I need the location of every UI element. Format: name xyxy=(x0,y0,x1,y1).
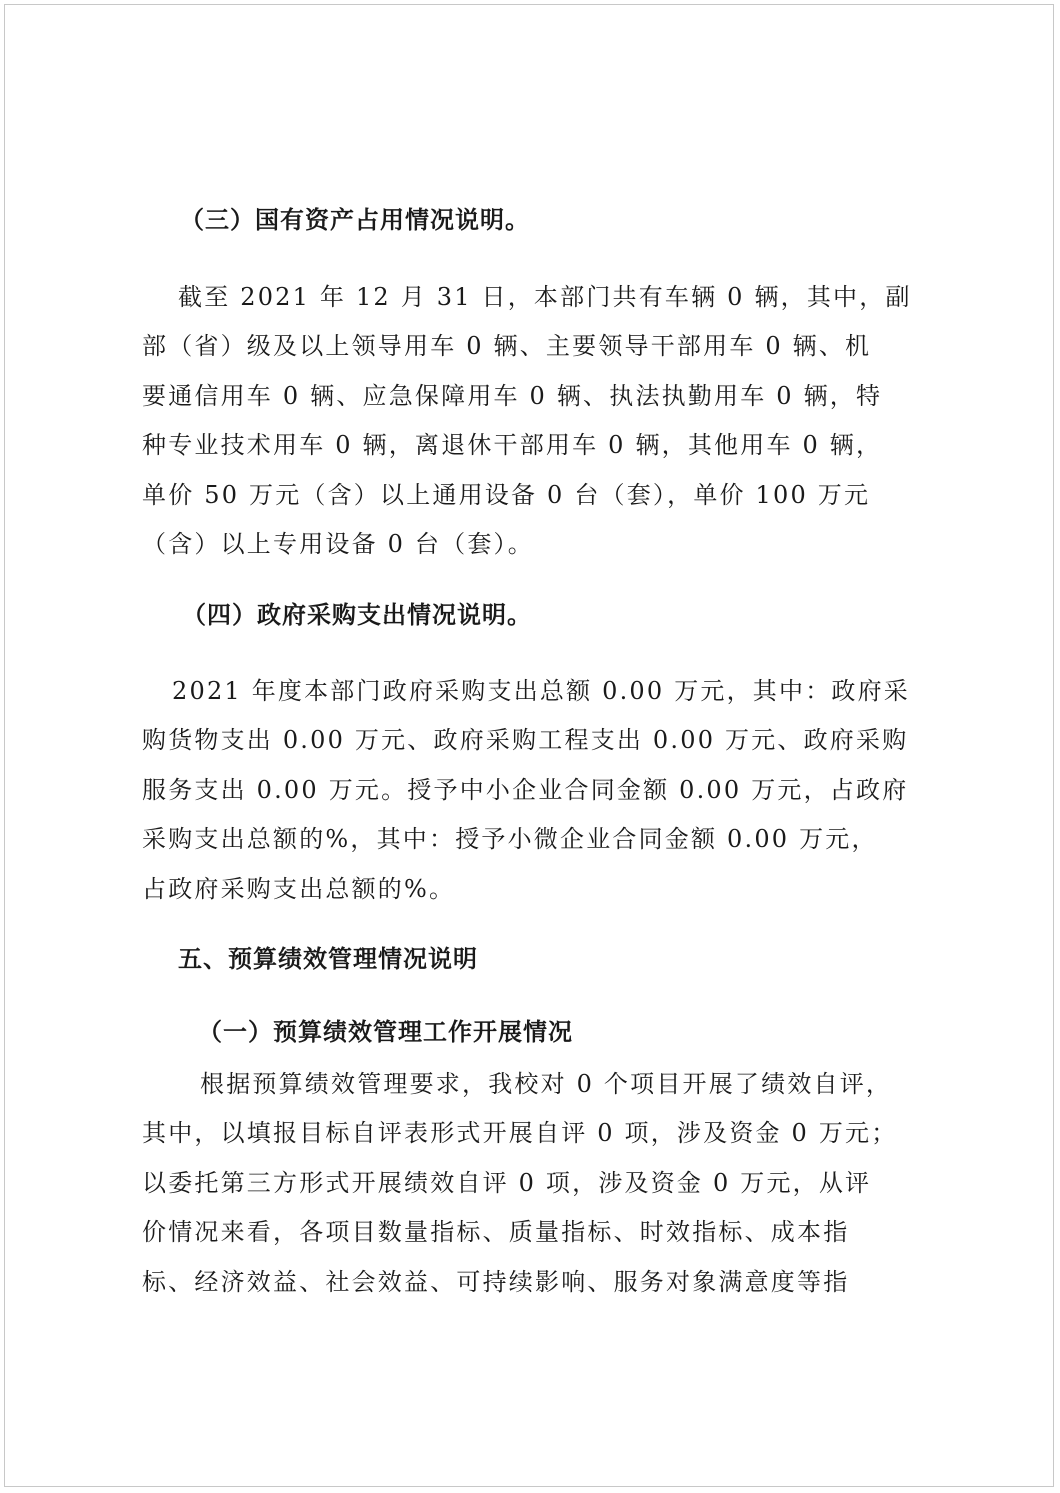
paragraph-line: 根据预算绩效管理要求，我校对 0 个项目开展了绩效自评， xyxy=(200,1070,893,1098)
section-4-paragraph xyxy=(142,667,932,914)
chapter-5-heading: 五、预算绩效管理情况说明 xyxy=(178,945,478,973)
paragraph-line: 占政府采购支出总额的%。 xyxy=(142,874,456,903)
paragraph-line: 截至 2021 年 12 月 31 日，本部门共有车辆 0 辆，其中，副 xyxy=(178,283,912,311)
paragraph-line: （含）以上专用设备 0 台（套）。 xyxy=(142,530,534,559)
paragraph-line: 价情况来看，各项目数量指标、质量指标、时效指标、成本指 xyxy=(142,1218,850,1247)
paragraph-line: 单价 50 万元（含）以上通用设备 0 台（套），单价 100 万元 xyxy=(142,480,871,509)
section-4-heading: （四）政府采购支出情况说明。 xyxy=(182,601,532,629)
section-3-heading: （三）国有资产占用情况说明。 xyxy=(180,206,530,234)
section-5-1-paragraph xyxy=(142,1060,932,1307)
section-5-1-heading: （一）预算绩效管理工作开展情况 xyxy=(198,1018,573,1046)
section-3-paragraph xyxy=(142,273,932,569)
paragraph-line: 部（省）级及以上领导用车 0 辆、主要领导干部用车 0 辆、机 xyxy=(142,332,872,361)
paragraph-line: 标、经济效益、社会效益、可持续影响、服务对象满意度等指 xyxy=(142,1267,850,1296)
paragraph-line: 其中，以填报目标自评表形式开展自评 0 项，涉及资金 0 万元； xyxy=(142,1119,898,1148)
paragraph-line: 要通信用车 0 辆、应急保障用车 0 辆、执法执勤用车 0 辆，特 xyxy=(142,381,883,410)
paragraph-line: 以委托第三方形式开展绩效自评 0 项，涉及资金 0 万元，从评 xyxy=(142,1168,872,1197)
paragraph-line: 服务支出 0.00 万元。授予中小企业合同金额 0.00 万元，占政府 xyxy=(142,775,909,804)
paragraph-line: 采购支出总额的%，其中：授予小微企业合同金额 0.00 万元， xyxy=(142,825,878,854)
paragraph-line: 2021 年度本部门政府采购支出总额 0.00 万元，其中：政府采 xyxy=(172,677,911,705)
paragraph-line: 种专业技术用车 0 辆，离退休干部用车 0 辆，其他用车 0 辆， xyxy=(142,431,883,460)
paragraph-line: 购货物支出 0.00 万元、政府采购工程支出 0.00 万元、政府采购 xyxy=(142,726,909,755)
